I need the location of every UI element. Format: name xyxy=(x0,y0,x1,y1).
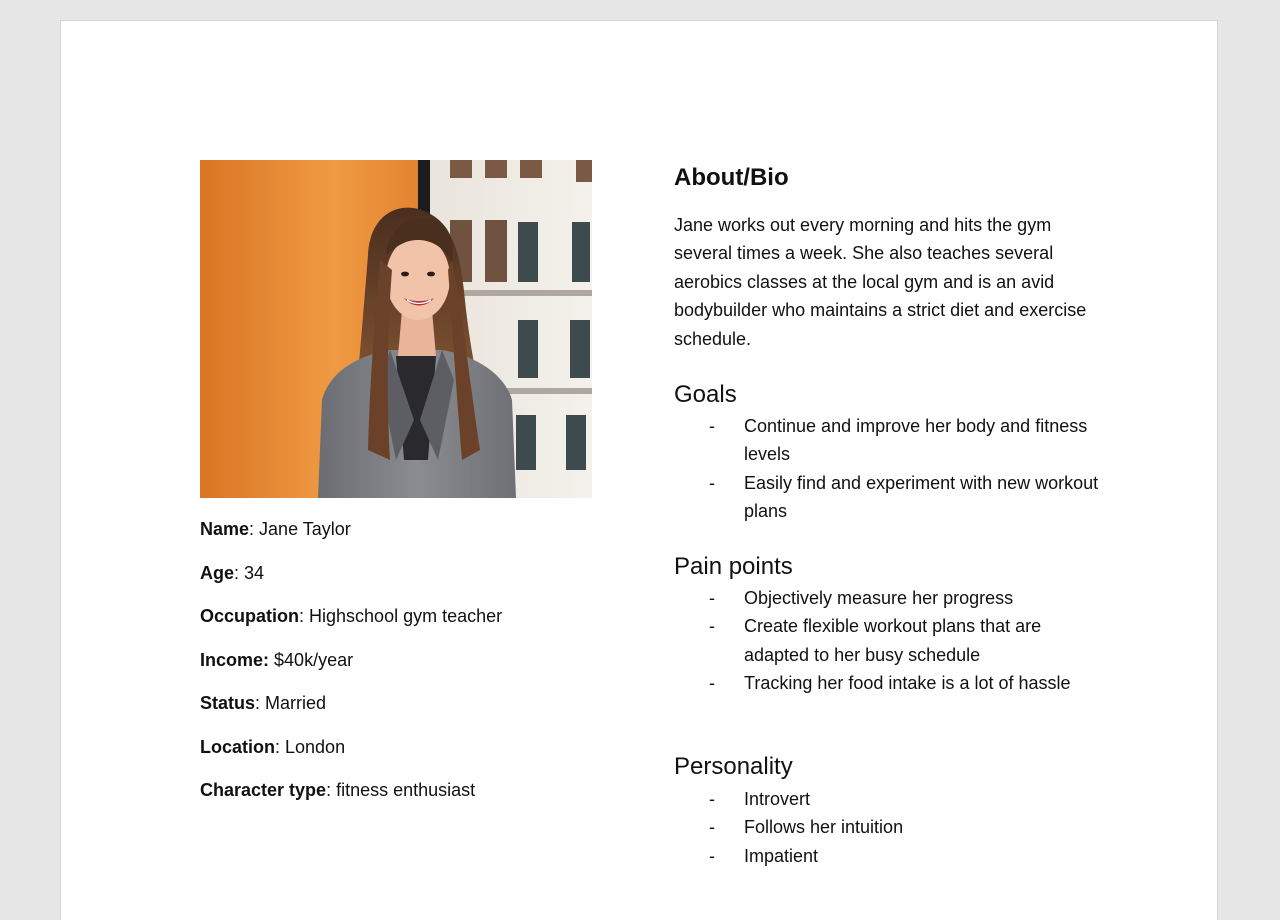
list-item-text: Tracking her food intake is a lot of hassle xyxy=(744,673,1071,694)
goals-heading: Goals xyxy=(674,381,737,408)
list-item xyxy=(674,813,1104,841)
document-page xyxy=(60,20,1218,920)
list-item xyxy=(674,412,1104,469)
profile-field-occupation xyxy=(200,605,630,627)
field-label: Occupation xyxy=(200,606,300,626)
profile-field-character-type xyxy=(200,779,630,801)
persona-photo xyxy=(200,160,592,498)
field-separator: : xyxy=(234,562,245,583)
list-item-text: Impatient xyxy=(744,845,819,866)
field-separator: : xyxy=(275,736,286,757)
pain-points-list xyxy=(674,584,1104,698)
list-item-text: Easily find and experiment with new workout plans xyxy=(744,472,1099,522)
field-separator: : xyxy=(249,519,260,539)
list-marker: - xyxy=(709,416,715,436)
field-label: Income: xyxy=(200,649,270,670)
profile-field-income xyxy=(200,649,630,671)
list-item xyxy=(674,469,1104,526)
list-item xyxy=(674,842,1104,870)
field-value: $40k/year xyxy=(274,649,354,670)
field-separator: : xyxy=(299,606,310,626)
pain-points-heading: Pain points xyxy=(674,553,793,580)
list-marker: - xyxy=(709,789,715,809)
profile-field-age xyxy=(200,562,630,584)
list-item xyxy=(674,612,1104,669)
list-marker: - xyxy=(709,616,715,637)
field-separator: : xyxy=(326,780,337,800)
field-value: 34 xyxy=(244,562,265,583)
field-label: Status xyxy=(200,693,256,713)
profile-field-status xyxy=(200,692,630,714)
field-label: Name xyxy=(200,519,250,539)
profile-field-name xyxy=(200,518,630,540)
list-marker: - xyxy=(709,588,715,608)
profile-field-location xyxy=(200,736,630,758)
field-value: Married xyxy=(265,693,327,713)
field-label: Location xyxy=(200,736,275,757)
goals-list xyxy=(674,412,1104,526)
personality-heading: Personality xyxy=(674,753,793,780)
list-marker: - xyxy=(709,845,715,866)
list-item xyxy=(674,669,1104,697)
field-value: Jane Taylor xyxy=(259,519,351,539)
list-item-text: Objectively measure her progress xyxy=(744,588,1014,608)
field-value: fitness enthusiast xyxy=(336,780,476,800)
field-label: Age xyxy=(200,562,235,583)
list-item xyxy=(674,785,1104,813)
list-item-text: Follows her intuition xyxy=(744,817,904,838)
field-label: Character type xyxy=(200,780,327,800)
list-item-text: Introvert xyxy=(744,789,811,809)
list-item xyxy=(674,584,1104,612)
field-value: Highschool gym teacher xyxy=(309,606,503,626)
list-marker: - xyxy=(709,472,715,493)
list-item-text: Create flexible workout plans that are adapted to her busy schedule xyxy=(744,616,1042,665)
profile-fields xyxy=(200,518,630,823)
list-marker: - xyxy=(709,673,715,694)
field-value: London xyxy=(285,736,346,757)
field-separator: : xyxy=(255,693,266,713)
personality-list xyxy=(674,785,1104,870)
list-item-text: Continue and improve her body and fitness levels xyxy=(744,416,1088,465)
list-marker: - xyxy=(709,817,715,838)
bio-heading: About/Bio xyxy=(674,164,789,191)
bio-text: Jane works out every morning and hits the gym several times a week. She also teaches several aerobics classes at the local gym and is an avid bodybuilder who maintains a strict diet and exercise schedule. xyxy=(674,215,1087,349)
